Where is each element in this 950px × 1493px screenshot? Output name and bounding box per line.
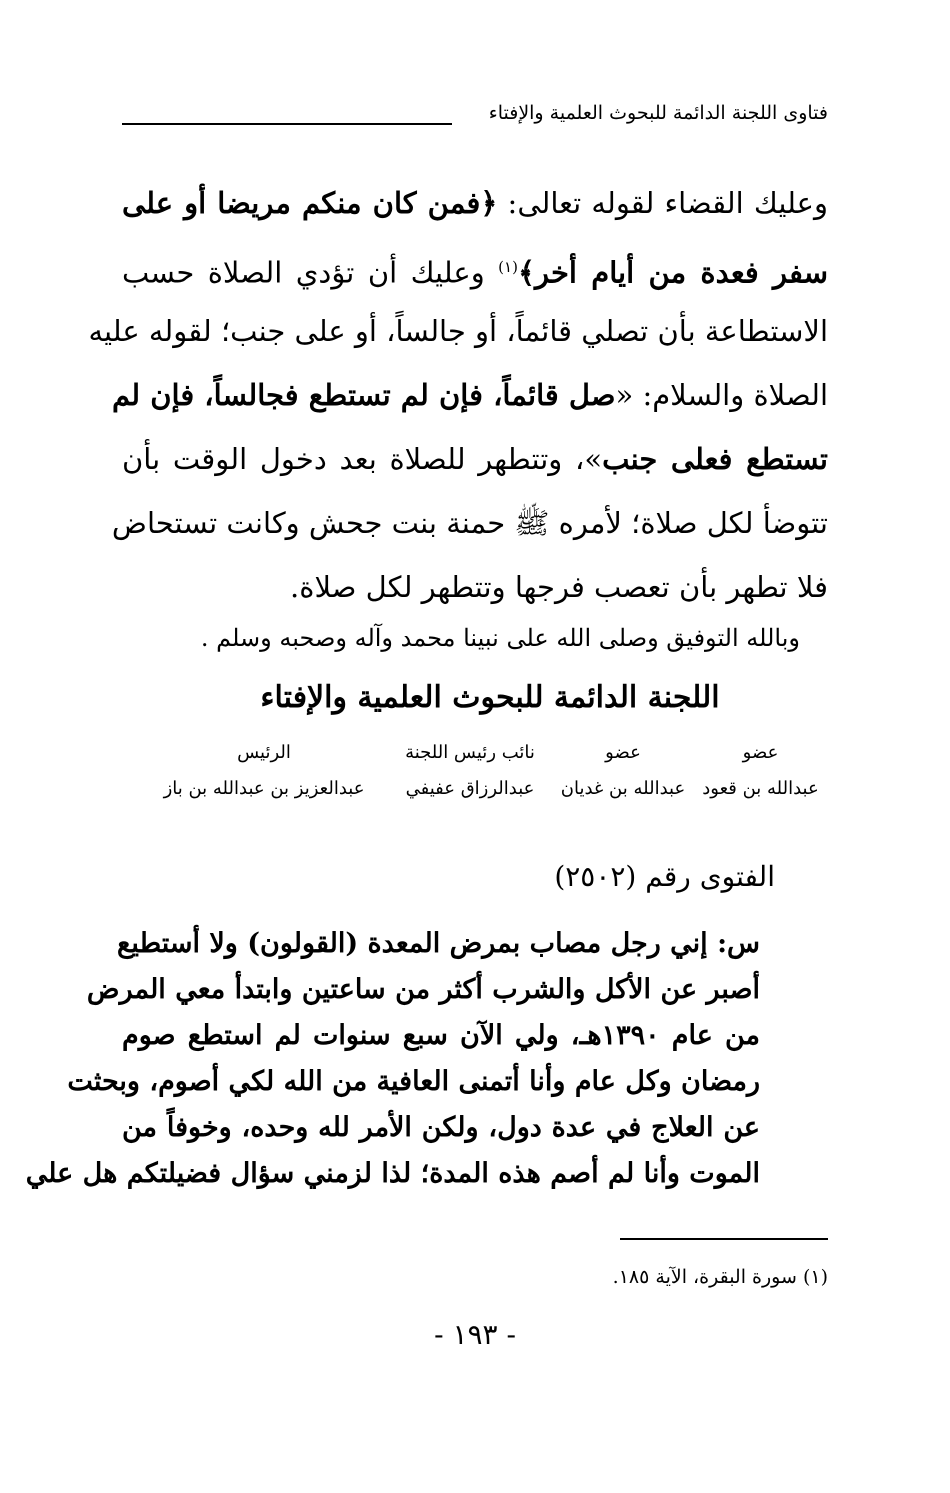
question-line-6: الموت وأنا لم أصم هذه المدة؛ لذا لزمني سؤال فضيلتكم هل علي xyxy=(25,1158,760,1189)
question-line-3: من عام ١٣٩٠هـ، ولي الآن سبع سنوات لم استطع صوم xyxy=(122,1020,760,1051)
answer-text: فلا تطهر بأن تعصب فرجها وتتطهر لكل صلاة. xyxy=(290,570,828,604)
question-line-1: س: إني رجل مصاب بمرض المعدة (القولون) ولا أستطيع xyxy=(117,928,760,959)
answer-line-7 xyxy=(122,567,828,607)
answer-text: الصلاة والسلام: « xyxy=(615,378,828,412)
signatory-name: عبدالله بن قعود xyxy=(702,778,819,799)
signatory xyxy=(390,742,550,799)
footnote: (١) سورة البقرة، الآية ١٨٥. xyxy=(612,1266,828,1288)
header-title: فتاوى اللجنة الدائمة للبحوث العلمية والإفتاء xyxy=(488,102,828,124)
answer-line-1 xyxy=(122,183,828,223)
answer-text: الاستطاعة بأن تصلي قائماً، أو جالساً، أو على جنب؛ لقوله عليه xyxy=(88,314,828,348)
footnote-ref: (١) xyxy=(498,258,518,276)
hadith-text: تستطع فعلى جنب xyxy=(602,442,829,476)
signatory-name: عبدالرزاق عفيفي xyxy=(405,778,535,799)
answer-line-5 xyxy=(122,439,828,479)
signatory-role: عضو xyxy=(605,742,641,763)
running-header xyxy=(122,102,828,142)
answer-line-6 xyxy=(111,503,828,543)
header-rule xyxy=(122,123,452,125)
answer-text: وعليك أن تؤدي الصلاة حسب xyxy=(122,255,499,290)
fatwa-number: الفتوى رقم (٢٥٠٢) xyxy=(554,860,775,893)
answer-text: وعليك القضاء لقوله تعالى: xyxy=(497,186,828,220)
answer-line-2 xyxy=(122,247,828,293)
footnote-rule xyxy=(620,1238,828,1240)
signatory xyxy=(553,742,693,799)
signatory-name: عبدالعزيز بن عبدالله بن باز xyxy=(163,778,365,799)
signatory-role: عضو xyxy=(742,742,779,763)
question-line-2: أصبر عن الأكل والشرب أكثر من ساعتين وابتدأ معي المرض xyxy=(86,974,760,1005)
answer-line-3 xyxy=(88,311,828,351)
signatory-name: عبدالله بن غديان xyxy=(560,778,686,799)
signatory-role: نائب رئيس اللجنة xyxy=(405,742,535,763)
answer-text: »، وتتطهر للصلاة بعد دخول الوقت بأن xyxy=(122,442,603,476)
answer-text: تتوضأ لكل صلاة؛ لأمره ﷺ حمنة بنت جحش وكانت تستحاض xyxy=(111,506,828,540)
signatory xyxy=(693,742,828,799)
question-line-4: رمضان وكل عام وأنا أتمنى العافية من الله لكي أصوم، وبحثت xyxy=(67,1066,760,1097)
signatory-role: الرئيس xyxy=(237,742,291,763)
committee-title: اللجنة الدائمة للبحوث العلمية والإفتاء xyxy=(260,680,720,715)
quran-verse: ﴿فمن كان منكم مريضا أو على xyxy=(122,186,498,220)
signatory xyxy=(148,742,380,799)
hadith-text: صل قائماً، فإن لم تستطع فجالساً، فإن لم xyxy=(111,378,616,412)
page-number: - ١٩٣ - xyxy=(434,1318,516,1351)
quran-verse: سفر فعدة من أيام أخر﴾ xyxy=(517,255,828,290)
answer-line-4 xyxy=(111,375,828,415)
closing-prayer: وبالله التوفيق وصلى الله على نبينا محمد وآله وصحبه وسلم . xyxy=(200,624,800,652)
question-line-5: عن العلاج في عدة دول، ولكن الأمر لله وحده، وخوفاً من xyxy=(122,1112,760,1143)
